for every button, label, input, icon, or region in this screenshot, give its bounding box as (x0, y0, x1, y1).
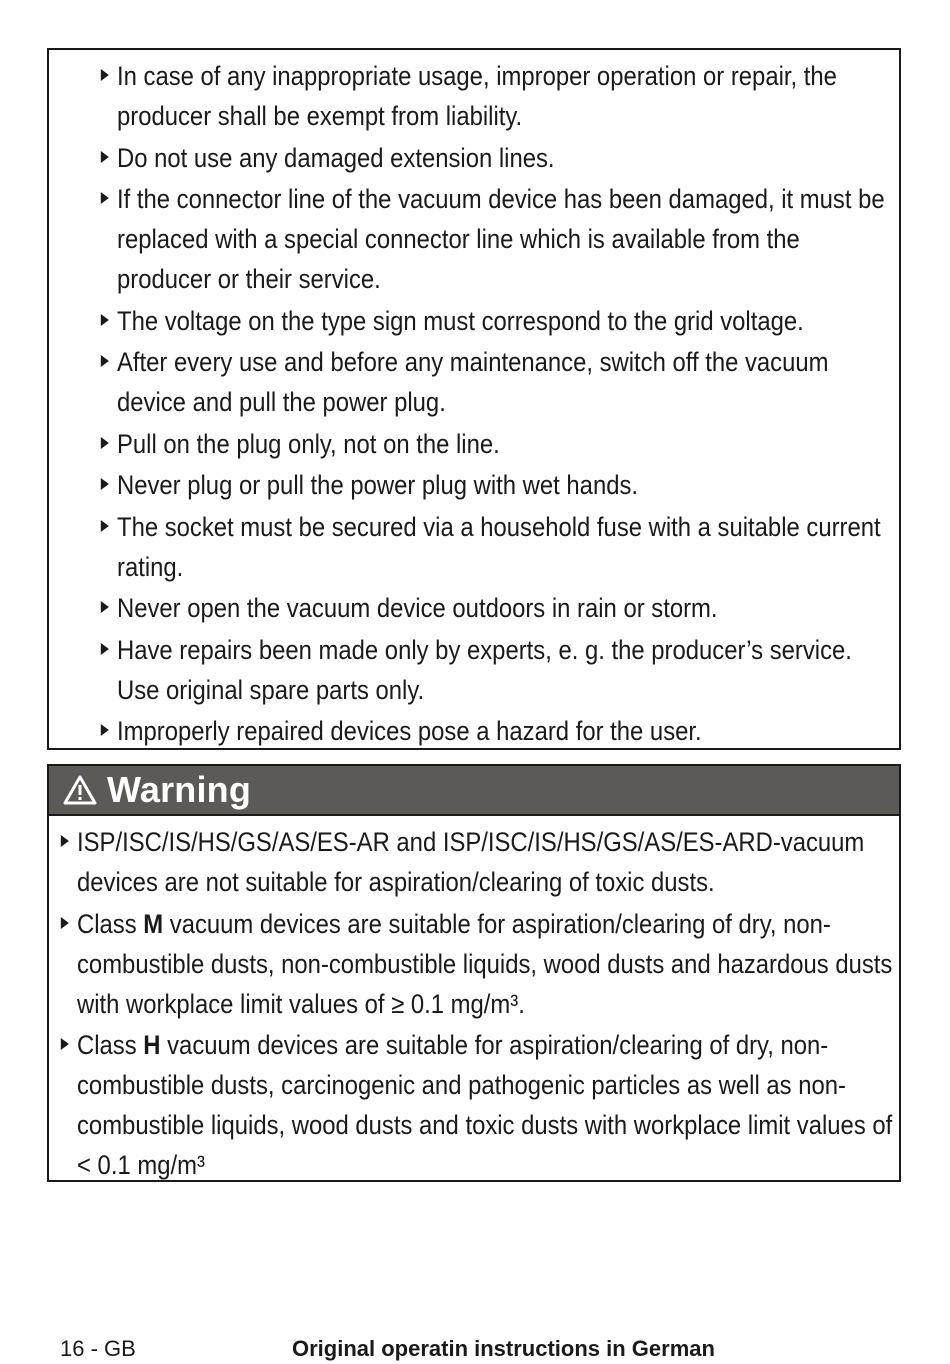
warning-title: Warning (107, 769, 252, 810)
list-item: Never plug or pull the power plug with wet hands. (99, 465, 896, 505)
warning-list (49, 816, 899, 1185)
page-number: 16 - GB (60, 1336, 136, 1361)
list-item (59, 1025, 896, 1185)
list-item: Never open the vacuum device outdoors in rain or storm. (99, 588, 896, 628)
class-letter: H (143, 1030, 161, 1060)
list-item: Do not use any damaged extension lines. (99, 138, 896, 178)
safety-instructions-box (47, 48, 901, 750)
footer-title: Original operatin instructions in German (292, 1336, 715, 1361)
list-item: Improperly repaired devices pose a hazard for the user. (99, 711, 896, 751)
class-prefix: Class (77, 1030, 144, 1060)
list-item: The voltage on the type sign must correspond to the grid voltage. (99, 301, 896, 341)
list-item: After every use and before any maintenance, switch off the vacuum device and pull the power plug. (99, 342, 896, 422)
class-prefix: Class (77, 908, 144, 939)
warning-header (49, 766, 899, 816)
list-item: ISP/ISC/IS/HS/GS/AS/ES-AR and ISP/ISC/IS/HS/GS/AS/ES-ARD-vacuum devices are not suitable for aspiration/clearing of toxic dusts. (59, 822, 896, 902)
safety-list (59, 56, 885, 751)
list-item: The socket must be secured via a household fuse with a suitable current rating. (99, 507, 896, 587)
class-letter: M (143, 908, 164, 939)
list-item: In case of any inappropriate usage, improper operation or repair, the producer shall be exempt from liability. (99, 56, 896, 136)
list-item (59, 904, 896, 1024)
warning-triangle-icon (63, 775, 97, 805)
warning-box (47, 764, 901, 1182)
list-item: Pull on the plug only, not on the line. (99, 424, 896, 464)
list-item: Have repairs been made only by experts, e. g. the producer’s service. Use original spare parts only. (99, 630, 896, 710)
class-description: vacuum devices are suitable for aspiration/clearing of dry, non-combustible dusts, carcinogenic and pathogenic particles as well as non-combustible liquids, wood dusts and toxic dusts with workplace limit values of < 0.1 mg/m³ (77, 1030, 893, 1180)
list-item: If the connector line of the vacuum device has been damaged, it must be replaced with a special connector line which is available from the producer or their service. (99, 179, 896, 299)
class-description: vacuum devices are suitable for aspiration/clearing of dry, non-combustible dusts, non-combustible liquids, wood dusts and hazardous dusts with workplace limit values of ≥ 0.1 mg/m³. (77, 908, 893, 1019)
